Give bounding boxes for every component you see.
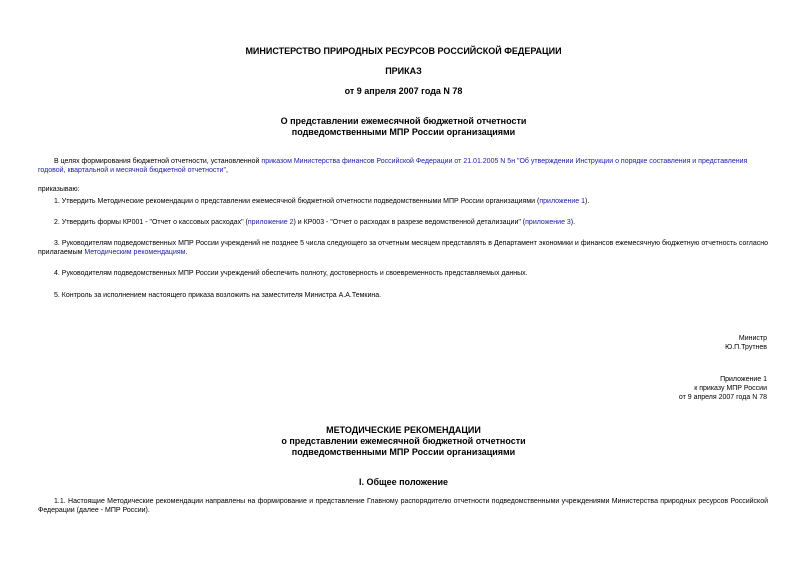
title-line-1: О представлении ежемесячной бюджетной отчетности bbox=[280, 116, 527, 126]
signature-name: Ю.П.Трутнев bbox=[725, 344, 767, 351]
section-1-heading: I. Общее положение bbox=[358, 477, 449, 487]
section-1-paragraph: 1.1. Настоящие Методические рекомендации направлены на формирование и представление Главному распорядителю отчетности подведомственными учреждениями Министерства природных ресурсов Российской Федерации (далее - МПР России). bbox=[38, 498, 768, 514]
item-4: 4. Руководителям подведомственных МПР России учреждений обеспечить полноту, достоверность и своевременность представляемых данных. bbox=[54, 270, 528, 277]
item-2 bbox=[38, 218, 768, 227]
item-2-end: ). bbox=[570, 219, 576, 226]
preamble-text-end: , bbox=[225, 167, 228, 174]
order-heading: ПРИКАЗ bbox=[385, 66, 422, 76]
title-line-2: подведомственными МПР России организациями bbox=[291, 127, 516, 137]
ministry-heading: МИНИСТЕРСТВО ПРИРОДНЫХ РЕСУРСОВ РОССИЙСКОЙ ФЕДЕРАЦИИ bbox=[245, 46, 562, 56]
appendix-3-link[interactable]: приложение 3 bbox=[525, 219, 571, 226]
item-1-end: ). bbox=[585, 198, 590, 205]
item-3-end: . bbox=[185, 249, 188, 256]
item-3-text: 3. Руководителям подведомственных МПР России учреждений не позднее 5 числа следующего за отчетным месяцем представлять в Департамент экономики и финансов ежемесячную бюджетную отчетность согласно прилагаемым bbox=[38, 240, 768, 256]
order-date: от 9 апреля 2007 года N 78 bbox=[344, 86, 463, 96]
appendix-line-3: от 9 апреля 2007 года N 78 bbox=[678, 394, 767, 401]
recommendations-title: МЕТОДИЧЕСКИЕ РЕКОМЕНДАЦИИ bbox=[326, 425, 481, 435]
appendix-2-link[interactable]: приложение 2 bbox=[247, 219, 294, 226]
order-word: приказываю: bbox=[38, 186, 80, 193]
preamble-link[interactable]: приказом Министерства финансов Российской Федерации от 21.01.2005 N 5н "Об утверждении Инструкции о порядке составления и представления годовой, квартальной и месячной бюджетной отчетности" bbox=[38, 158, 748, 174]
appendix-1-link[interactable]: приложение 1 bbox=[539, 198, 586, 205]
item-2-mid: ) и КР003 - "Отчет о расходах в разрезе ведомственной детализации" ( bbox=[293, 219, 526, 226]
item-1-text: 1. Утвердить Методические рекомендации о представлении ежемесячной бюджетной отчетности подведомственными МПР России организациями ( bbox=[54, 198, 540, 205]
appendix-line-1: Приложение 1 bbox=[720, 376, 767, 383]
signature-position: Министр bbox=[738, 335, 767, 342]
recommendations-line-2: о представлении ежемесячной бюджетной отчетности bbox=[281, 436, 526, 446]
preamble-text: В целях формирования бюджетной отчетности, установленной bbox=[54, 158, 262, 165]
item-3 bbox=[38, 239, 768, 257]
signature-block bbox=[725, 334, 767, 352]
appendix-block bbox=[679, 375, 767, 402]
item-1 bbox=[38, 197, 768, 206]
recommendations-line-3: подведомственными МПР России организациями bbox=[291, 447, 516, 457]
appendix-line-2: к приказу МПР России bbox=[694, 385, 767, 392]
recommendations-link[interactable]: Методическим рекомендациям bbox=[84, 249, 186, 256]
preamble-paragraph bbox=[38, 157, 768, 175]
item-5: 5. Контроль за исполнением настоящего приказа возложить на заместителя Министра А.А.Темкина. bbox=[54, 292, 382, 299]
item-2-text: 2. Утвердить формы КР001 - "Отчет о кассовых расходах" ( bbox=[54, 219, 248, 226]
